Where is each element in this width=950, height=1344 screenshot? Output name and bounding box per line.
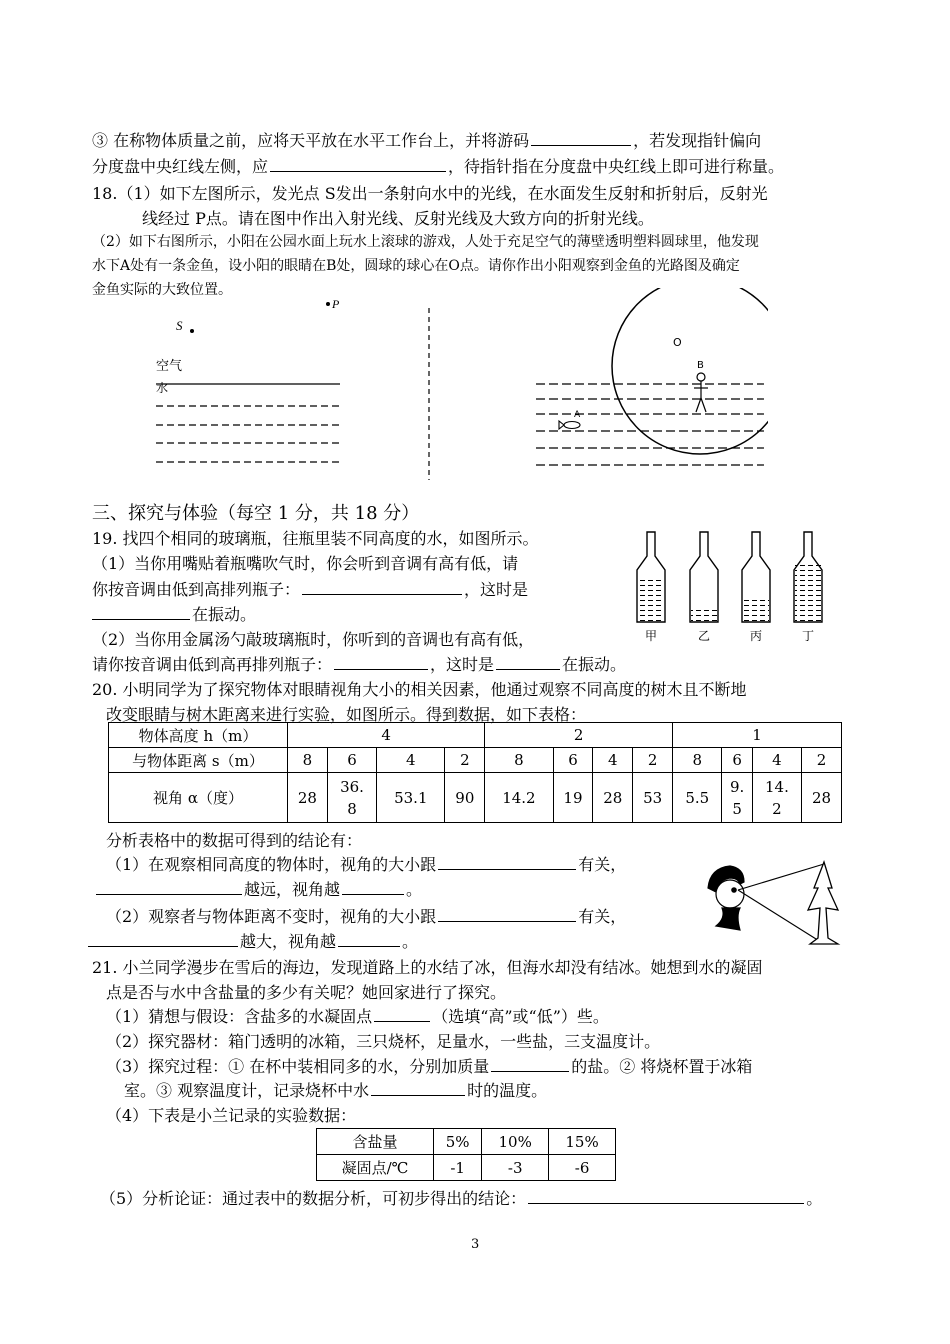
table-cell: 2	[445, 748, 485, 773]
q21-p3-line1: （3）探究过程：① 在杯中装相同多的水，分别加质量 的盐。② 将烧杯置于冰箱	[106, 1057, 753, 1076]
table-cell: 5.5	[673, 773, 722, 823]
table-cell: 36. 8	[327, 773, 376, 823]
water-label: 水	[156, 381, 169, 395]
q17-line1: ③ 在称物体质量之前，应将天平放在水平工作台上，并将游码 ，若发现指针偏向	[92, 131, 762, 150]
q19-line6: 请你按音调由低到高再排列瓶子： ，这时是 在振动。	[92, 655, 627, 674]
table-row-label: 与物体距离 s（m）	[109, 748, 288, 773]
q19-line5: （2）当你用金属汤勺敲玻璃瓶时，你听到的音调也有高有低，	[92, 630, 535, 649]
answer-blank[interactable]	[374, 1020, 430, 1022]
table-cell: 2	[802, 748, 842, 773]
answer-blank[interactable]	[88, 945, 238, 947]
q20-line2: 改变眼睛与树木距离来进行实验，如图所示。得到数据，如下表格：	[106, 705, 587, 724]
table-cell: 6	[327, 748, 376, 773]
q21-line2: 点是否与水中含盐量的多少有关呢？她回家进行了探究。	[106, 983, 507, 1002]
point-b-label: B	[697, 360, 704, 371]
bottle-yi	[690, 532, 718, 622]
bottle-bing	[742, 532, 770, 622]
point-p-dot	[326, 302, 330, 306]
q18-line4: 水下A处有一条金鱼，设小阳的眼睛在B处，圆球的球心在O点。请你作出小阳观察到金鱼的光路图及确定	[92, 258, 740, 274]
sight-line-bottom	[738, 890, 824, 944]
bottle-ding	[794, 532, 822, 622]
bottle-label: 甲	[645, 629, 658, 643]
table-cell: 6	[553, 748, 593, 773]
bottle-label: 丙	[750, 629, 763, 643]
sight-line-top	[738, 864, 824, 890]
bottles-figure	[632, 528, 832, 644]
answer-blank[interactable]	[92, 618, 190, 620]
table-cell: 4	[593, 748, 633, 773]
point-s-dot	[190, 329, 194, 333]
point-o-label: O	[673, 336, 682, 349]
answer-blank[interactable]	[496, 668, 560, 670]
air-label: 空气	[156, 359, 183, 374]
q20-line1: 20. 小明同学为了探究物体对眼睛视角大小的相关因素，他通过观察不同高度的树木且不断地	[92, 680, 747, 699]
table-cell: 1	[673, 723, 842, 748]
table-cell: 4	[288, 723, 485, 748]
table-cell: 19	[553, 773, 593, 823]
point-a-label: A	[574, 410, 581, 420]
table-cell: 8	[485, 748, 553, 773]
q19-line3: 你按音调由低到高排列瓶子： ，这时是	[92, 580, 529, 599]
table-cell: 2	[633, 748, 673, 773]
table-cell: 28	[593, 773, 633, 823]
table-row-label: 含盐量	[317, 1129, 434, 1155]
viewing-angle-table	[108, 722, 842, 823]
water-ball-figure	[528, 288, 768, 474]
table-cell: 2	[485, 723, 673, 748]
q21-p2: （2）探究器材：箱门透明的冰箱，三只烧杯，足量水，一些盐，三支温度计。	[106, 1032, 661, 1051]
table-cell: 14.2	[485, 773, 553, 823]
q21-line1: 21. 小兰同学漫步在雪后的海边，发现道路上的水结了冰，但海水却没有结冰。她想到水的凝固	[92, 958, 763, 977]
answer-blank[interactable]	[96, 893, 242, 895]
figure-divider	[426, 308, 432, 480]
freezing-point-table	[316, 1128, 616, 1181]
table-cell: -1	[434, 1155, 482, 1181]
q21-p1: （1）猜想与假设：含盐多的水凝固点 （选填“高”或“低”）些。	[106, 1007, 609, 1026]
table-row-label: 物体高度 h（m）	[109, 723, 288, 748]
table-cell: 8	[673, 748, 722, 773]
answer-blank[interactable]	[302, 593, 462, 595]
boy-head-icon	[708, 866, 744, 930]
table-cell: 90	[445, 773, 485, 823]
table-cell: 28	[802, 773, 842, 823]
q18-line5: 金鱼实际的大致位置。	[92, 282, 232, 298]
answer-blank[interactable]	[334, 668, 428, 670]
bottle-label: 丁	[802, 629, 815, 643]
q18-line2: 线经过 P点。请在图中作出入射光线、反射光线及大致方向的折射光线。	[142, 209, 654, 228]
ball-circle	[612, 288, 768, 454]
q19-line1: 19. 找四个相同的玻璃瓶，往瓶里装不同高度的水，如图所示。	[92, 529, 539, 548]
observer-tree-figure	[700, 858, 850, 950]
table-cell: 8	[288, 748, 328, 773]
fish-icon	[559, 421, 580, 429]
q21-p3-line2: 室。③ 观察温度计，记录烧杯中水 时的温度。	[124, 1081, 548, 1100]
q17-line2: 分度盘中央红线左侧，应 ，待指针指在分度盘中央红线上即可进行称量。	[92, 157, 785, 176]
table-cell: 5%	[434, 1129, 482, 1155]
table-cell: 14. 2	[752, 773, 801, 823]
answer-blank[interactable]	[338, 945, 400, 947]
table-cell: 53.1	[377, 773, 445, 823]
q20-c2-line2: 越大，视角越 。	[88, 929, 418, 952]
q21-p5: （5）分析论证：通过表中的数据分析，可初步得出的结论： 。	[100, 1189, 823, 1208]
table-cell: 53	[633, 773, 673, 823]
point-s-label: S	[176, 318, 183, 333]
table-cell: 4	[377, 748, 445, 773]
table-cell: 10%	[482, 1129, 549, 1155]
answer-blank[interactable]	[270, 170, 446, 172]
table-cell: 9. 5	[722, 773, 752, 823]
q20-c1-line2: 越远，视角越 。	[96, 877, 422, 900]
table-cell: -3	[482, 1155, 549, 1181]
point-p-label: P	[332, 297, 340, 311]
page-number: 3	[471, 1237, 480, 1252]
answer-blank[interactable]	[438, 868, 576, 870]
answer-blank[interactable]	[438, 920, 576, 922]
bottle-label: 乙	[698, 629, 711, 643]
table-cell: 15%	[549, 1129, 616, 1155]
table-row-label: 视角 α（度）	[109, 773, 288, 823]
answer-blank[interactable]	[371, 1094, 465, 1096]
q18-line3: （2）如下右图所示，小阳在公园水面上玩水上滚球的游戏，人处于充足空气的薄壁透明塑料圆球里，他发现	[92, 234, 759, 250]
table-cell: 28	[288, 773, 328, 823]
q20-analysis: 分析表格中的数据可得到的结论有：	[106, 831, 363, 850]
table-cell: -6	[549, 1155, 616, 1181]
q20-c1-line1: （1）在观察相同高度的物体时，视角的大小跟 有关，	[106, 855, 627, 874]
bottle-jia	[637, 532, 665, 622]
q21-p4: （4）下表是小兰记录的实验数据：	[106, 1106, 357, 1125]
answer-blank[interactable]	[531, 144, 631, 146]
person-figure	[694, 373, 708, 412]
answer-blank[interactable]	[491, 1070, 569, 1072]
q19-line4: 在振动。	[92, 602, 256, 625]
tree-icon	[808, 862, 838, 944]
answer-blank[interactable]	[342, 893, 404, 895]
table-cell: 4	[752, 748, 801, 773]
section-title: 三、探究与体验（每空 1 分，共 18 分）	[92, 503, 420, 524]
q19-line2: （1）当你用嘴贴着瓶嘴吹气时，你会听到音调有高有低，请	[92, 554, 519, 573]
q20-c2-line1: （2）观察者与物体距离不变时，视角的大小跟 有关，	[106, 907, 627, 926]
table-row-label: 凝固点/℃	[317, 1155, 434, 1181]
q18-line1: 18.（1）如下左图所示，发光点 S发出一条射向水中的光线，在水面发生反射和折射后，反射光	[92, 184, 768, 203]
answer-blank[interactable]	[528, 1202, 804, 1204]
table-cell: 6	[722, 748, 752, 773]
reflection-figure	[148, 296, 448, 480]
